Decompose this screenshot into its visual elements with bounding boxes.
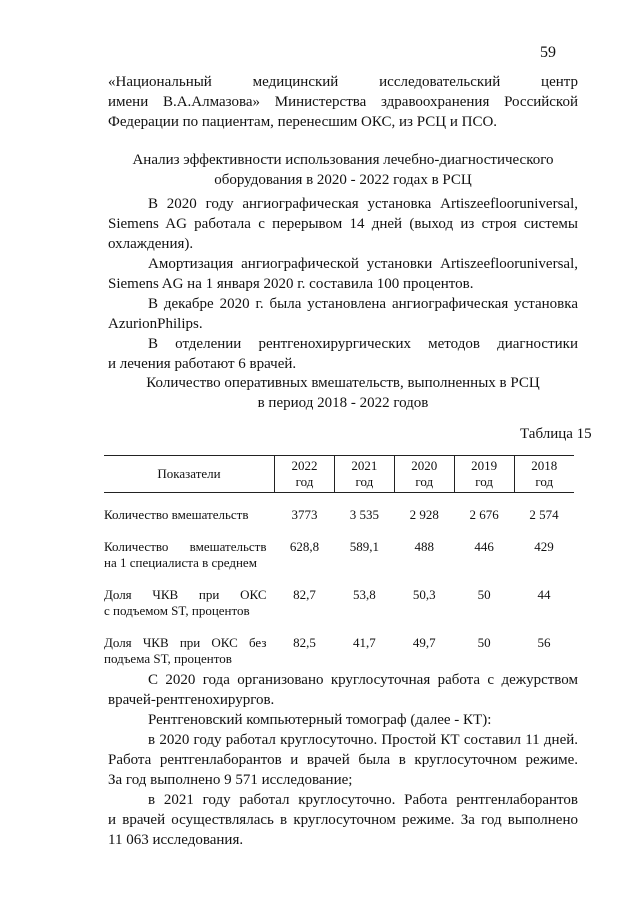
header-year-value: 2021 <box>351 458 378 473</box>
row-label <box>104 619 275 667</box>
row-label-line-1: Доля ЧКВ при ОКС <box>104 587 267 602</box>
row-label-line-1: Количество вмешательств <box>104 507 249 522</box>
c1-line-1: С 2020 года организовано круглосуточная работа с дежурством <box>148 672 578 688</box>
header-label: Показатели <box>104 456 275 493</box>
section-heading <box>108 150 578 190</box>
p4-line-2: и лечения работают 6 врачей. <box>108 356 297 372</box>
row-label-line-2: подъема ST, процентов <box>104 651 232 666</box>
header-year-value: 2022 <box>291 458 318 473</box>
row-label-line-1: Количество вмешательств <box>104 539 267 554</box>
table-header-row <box>104 456 574 493</box>
p4-line-1: В отделении рентгенохирургических методов диагностики <box>148 336 578 352</box>
data-table <box>104 455 574 667</box>
section-heading-line-1: Анализ эффективности использования лечебно-диагностического <box>132 152 554 168</box>
c4-line-3: 11 063 исследования. <box>108 832 244 848</box>
table-title-line-1: Количество оперативных вмешательств, выполненных в РСЦ <box>146 375 540 391</box>
c4-line-2: и врачей осуществлялась в круглосуточном режиме. За год выполнено <box>108 812 578 828</box>
table-row <box>104 619 574 667</box>
header-year <box>454 456 514 493</box>
table-cell: 50 <box>477 587 491 602</box>
p1-line-1: В 2020 году ангиографическая установка Artiszeeflooruniversal, <box>148 196 578 212</box>
header-year <box>334 456 394 493</box>
table-cell: 488 <box>414 539 434 554</box>
c2-line-1: Рентгеновский компьютерный томограф (далее - КТ): <box>148 712 492 728</box>
row-label-line-1: Доля ЧКВ при ОКС без <box>104 635 267 650</box>
table-cell: 3773 <box>291 507 318 522</box>
table-cell: 3 535 <box>349 507 379 522</box>
table-row <box>104 571 574 619</box>
table-cell: 50,3 <box>412 587 436 602</box>
p3-line-2: AzurionPhilips. <box>108 316 203 332</box>
intro-line-3: Федерации по пациентам, перенесшим ОКС, из РСЦ и ПСО. <box>108 114 498 130</box>
table-cell: 44 <box>537 587 551 602</box>
header-year-unit: год <box>535 474 554 489</box>
row-label <box>104 571 275 619</box>
section-heading-line-2: оборудования в 2020 - 2022 годах в РСЦ <box>214 172 472 188</box>
intro-line-1: «Национальный медицинский исследовательский центр <box>108 74 578 90</box>
table-caption: Таблица 15 <box>520 426 592 442</box>
row-label-line-2: с подъемом ST, процентов <box>104 603 250 618</box>
c3-line-2: Работа рентгенлаборантов и врачей была в круглосуточном режиме. <box>108 752 578 768</box>
intro-line-2: имени В.А.Алмазова» Министерства здравоохранения Российской <box>108 94 578 110</box>
page-number: 59 <box>540 44 556 61</box>
table-row <box>104 523 574 571</box>
table-cell: 446 <box>474 539 494 554</box>
intro-paragraph <box>108 72 578 132</box>
table-cell: 2 574 <box>529 507 559 522</box>
p3-line-1: В декабре 2020 г. была установлена ангиографическая установка <box>148 296 578 312</box>
header-year-value: 2020 <box>411 458 438 473</box>
header-year-value: 2018 <box>531 458 558 473</box>
table-cell: 49,7 <box>412 635 436 650</box>
row-label <box>104 523 275 571</box>
header-year-unit: год <box>295 474 314 489</box>
header-year-unit: год <box>475 474 493 489</box>
table-title-line-2: в период 2018 - 2022 годов <box>257 395 429 411</box>
header-year <box>514 456 574 493</box>
header-year-unit: год <box>415 474 434 489</box>
c4-line-1: в 2021 году работал круглосуточно. Работа рентгенлаборантов <box>148 792 578 808</box>
p1-line-3: охлаждения). <box>108 236 194 252</box>
table-cell: 50 <box>477 635 491 650</box>
c1-line-2: врачей-рентгенохирургов. <box>108 692 275 708</box>
table-cell: 2 676 <box>469 507 499 522</box>
header-year-value: 2019 <box>471 458 498 473</box>
header-year <box>394 456 454 493</box>
c3-line-1: в 2020 году работал круглосуточно. Простой КТ составил 11 дней. <box>148 732 578 748</box>
table-cell: 53,8 <box>352 587 376 602</box>
p2-line-1: Амортизация ангиографической установки Artiszeeflooruniversal, <box>148 256 578 272</box>
header-year-unit: год <box>355 474 374 489</box>
table-cell: 429 <box>534 539 554 554</box>
table-cell: 628,8 <box>289 539 320 554</box>
table-title <box>108 373 578 413</box>
p1-line-2: Siemens AG работала с перерывом 14 дней (выход из строя системы <box>108 216 578 232</box>
table-cell: 41,7 <box>352 635 376 650</box>
table-row <box>104 493 574 524</box>
closing-paragraphs <box>108 670 578 850</box>
table-cell: 82,7 <box>293 587 316 602</box>
table-cell: 82,5 <box>293 635 316 650</box>
body-paragraphs <box>108 194 578 374</box>
row-label <box>104 493 275 524</box>
table-cell: 56 <box>537 635 551 650</box>
row-label-line-2: на 1 специалиста в среднем <box>104 555 257 570</box>
c3-line-3: За год выполнено 9 571 исследование; <box>108 772 353 788</box>
table-cell: 2 928 <box>409 507 439 522</box>
p2-line-2: Siemens AG на 1 января 2020 г. составила 100 процентов. <box>108 276 474 292</box>
header-year <box>275 456 335 493</box>
table-cell: 589,1 <box>349 539 379 554</box>
